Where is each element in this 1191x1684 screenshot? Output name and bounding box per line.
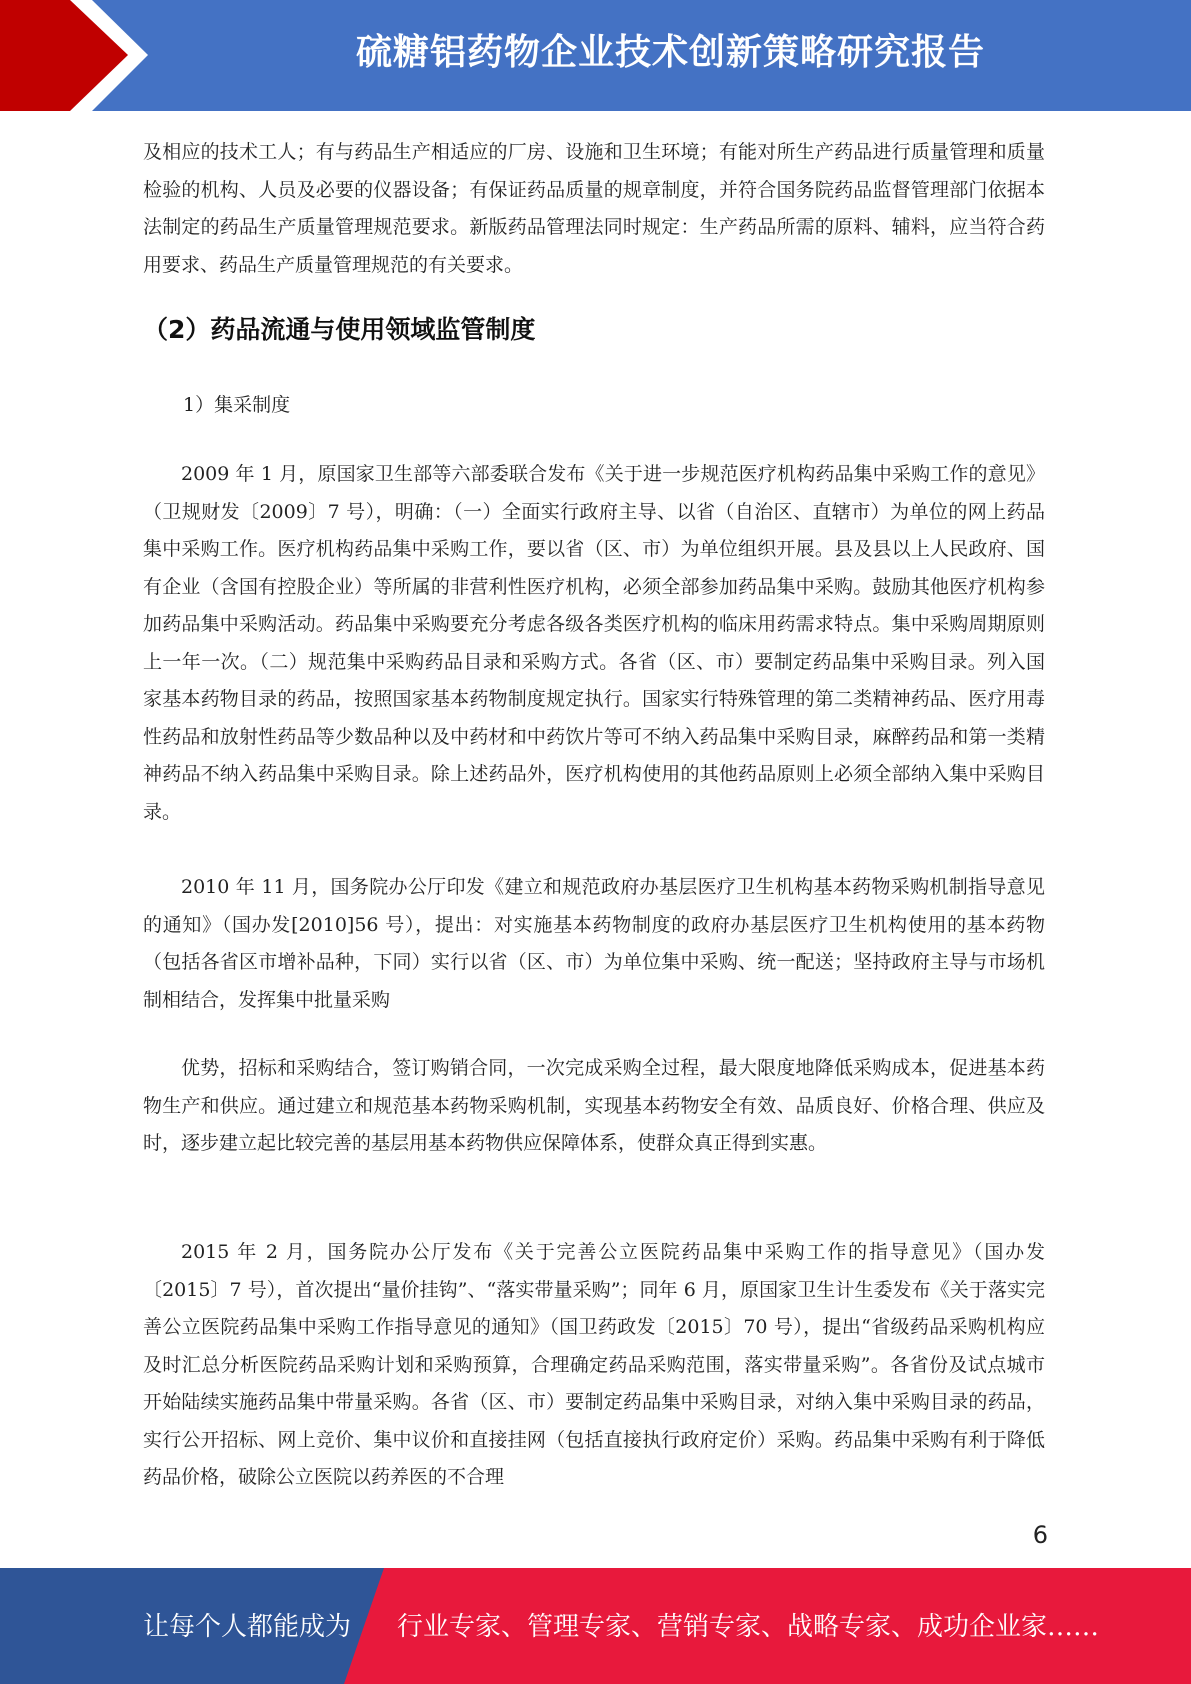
chevron-decoration <box>0 0 160 111</box>
paragraph-advantage <box>143 1050 1045 1163</box>
subsection-heading: 1）集采制度 <box>183 394 291 416</box>
paragraph-text: 2009 年 1 月，原国家卫生部等六部委联合发布《关于进一步规范医疗机构药品集中采购工作的意见》（卫规财发〔2009〕7 号），明确：（一）全面实行政府主导、以省（自治区、直辖市）为单位的网上药品集中采购工作。医疗机构药品集中采购工作，要以省（区、市）为单位组织开展。县及县以上人民政府、国有企业（含国有控股企业）等所属的非营利性医疗机构，必须全部参加药品集中采购。鼓励其他医疗机构参加药品集中采购活动。药品集中采购要充分考虑各级各类医疗机构的临床用药需求特点。集中采购周期原则上一年一次。（二）规范集中采购药品目录和采购方式。各省（区、市）要制定药品集中采购目录。列入国家基本药物目录的药品，按照国家基本药物制度规定执行。国家实行特殊管理的第二类精神药品、医疗用毒性药品和放射性药品等少数品种以及中药材和中药饮片等可不纳入药品集中采购目录，麻醉药品和第一类精神药品不纳入药品集中采购目录。除上述药品外，医疗机构使用的其他药品原则上必须全部纳入集中采购目录。 <box>143 463 1045 823</box>
section-heading: （2）药品流通与使用领域监管制度 <box>143 315 536 344</box>
paragraph-text: 2010 年 11 月，国务院办公厅印发《建立和规范政府办基层医疗卫生机构基本药物采购机制指导意见的通知》（国办发[2010]56 号），提出：对实施基本药物制度的政府办基层医疗卫生机构使用的基本药物（包括各省区市增补品种，下同）实行以省（区、市）为单位集中采购、统一配送；坚持政府主导与市场机制相结合，发挥集中批量采购 <box>143 876 1045 1011</box>
paragraph-text: 2015 年 2 月，国务院办公厅发布《关于完善公立医院药品集中采购工作的指导意见》（国办发〔2015〕7 号），首次提出“量价挂钩”、“落实带量采购”；同年 6 月，原国家卫生计生委发布《关于落实完善公立医院药品集中采购工作指导意见的通知》（国卫药政发〔2015〕70 号），提出“省级药品采购机构应及时汇总分析医院药品采购计划和采购预算，合理确定药品采购范围，落实带量采购”。各省份及试点城市开始陆续实施药品集中带量采购。各省（区、市）要制定药品集中采购目录，对纳入集中采购目录的药品，实行公开招标、网上竞价、集中议价和直接挂网（包括直接执行政府定价）采购。药品集中采购有利于降低药品价格，破除公立医院以药养医的不合理 <box>143 1241 1045 1488</box>
page-header <box>0 0 1191 111</box>
page-footer <box>0 1568 1191 1684</box>
paragraph-text: 优势，招标和采购结合，签订购销合同，一次完成采购全过程，最大限度地降低采购成本，促进基本药物生产和供应。通过建立和规范基本药物采购机制，实现基本药物安全有效、品质良好、价格合理、供应及时，逐步建立起比较完善的基层用基本药物供应保障体系，使群众真正得到实惠。 <box>143 1057 1045 1154</box>
paragraph-2010 <box>143 869 1045 1019</box>
footer-slogan-right: 行业专家、管理专家、营销专家、战略专家、成功企业家…… <box>397 1612 1100 1642</box>
paragraph-text: 及相应的技术工人；有与药品生产相适应的厂房、设施和卫生环境；有能对所生产药品进行质量管理和质量检验的机构、人员及必要的仪器设备；有保证药品质量的规章制度，并符合国务院药品监督管理部门依据本法制定的药品生产质量管理规范要求。新版药品管理法同时规定：生产药品所需的原料、辅料，应当符合药用要求、药品生产质量管理规范的有关要求。 <box>143 141 1045 276</box>
footer-slogan-left: 让每个人都能成为 <box>143 1612 352 1642</box>
paragraph-2009 <box>143 456 1045 831</box>
report-title: 硫糖铝药物企业技术创新策略研究报告 <box>355 32 985 73</box>
paragraph-continuation <box>143 134 1045 284</box>
paragraph-2015 <box>143 1234 1045 1497</box>
page-number: 6 <box>1032 1521 1048 1549</box>
